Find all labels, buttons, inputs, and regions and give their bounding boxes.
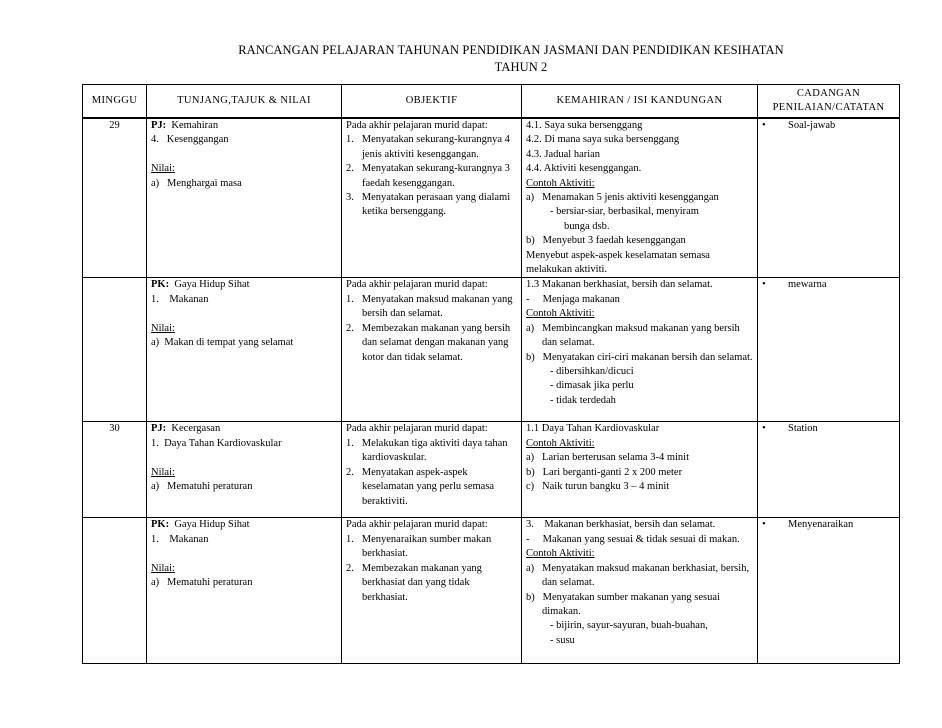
strand-tag: PK: xyxy=(151,519,170,531)
cell-objektif xyxy=(342,278,522,422)
activity-heading: Contoh Aktiviti: xyxy=(526,548,595,560)
cell-tunjang xyxy=(147,422,342,518)
nilai-label: Nilai: xyxy=(151,322,175,334)
activity-item: b) Lari berganti-ganti 2 x 200 meter xyxy=(526,466,683,478)
header-kemahiran: KEMAHIRAN / ISI KANDUNGAN xyxy=(522,85,758,119)
cell-minggu: 29 xyxy=(83,118,147,278)
cell-cadangan xyxy=(758,118,900,278)
activity-subitem: bunga dsb. xyxy=(564,220,610,232)
header-minggu: MINGGU xyxy=(83,85,147,119)
content-line: Menyebut aspek-aspek keselamatan semasa xyxy=(526,249,710,261)
cell-tunjang xyxy=(147,118,342,278)
strand-topic: Gaya Hidup Sihat xyxy=(174,279,250,291)
activity-subitem: - tidak terdedah xyxy=(550,394,616,406)
cell-kemahiran xyxy=(522,118,758,278)
nilai-text: Menghargai masa xyxy=(167,177,242,189)
topic-number: 1. xyxy=(151,437,159,449)
activity-item: a) Menamakan 5 jenis aktiviti kesenggangan xyxy=(526,192,719,204)
nilai-letter: a) xyxy=(151,177,160,189)
nilai-label: Nilai: xyxy=(151,163,175,175)
activity-item: a) Larian berterusan selama 3-4 minit xyxy=(526,452,689,464)
assessment-text: Station xyxy=(788,423,818,435)
objective-item: 3. Menyatakan perasaan yang dialami ketika bersenggang. xyxy=(346,192,511,218)
content-line: 1.3 Makanan berkhasiat, bersih dan selamat. xyxy=(526,279,713,291)
header-objektif: OBJEKTIF xyxy=(342,85,522,119)
title-line-1: RANCANGAN PELAJARAN TAHUNAN PENDIDIKAN JASMANI DAN PENDIDIKAN KESIHATAN xyxy=(238,43,784,57)
objective-item: 1. Melakukan tiga aktiviti daya tahan kardiovaskular. xyxy=(346,437,508,464)
activity-heading: Contoh Aktiviti: xyxy=(526,177,595,189)
activity-item: c) Naik turun bangku 3 – 4 minit xyxy=(526,481,670,493)
nilai-text: Makan di tempat yang selamat xyxy=(164,337,294,349)
title-line-2: TAHUN 2 xyxy=(494,60,548,74)
assessment-text: Soal-jawab xyxy=(788,120,836,131)
activity-item: a) Menyatakan maksud makanan berkhasiat, bersih, dan selamat. xyxy=(526,562,750,589)
topic-number: 1. xyxy=(151,293,159,305)
objective-item: 2. Menyatakan aspek-aspek keselamatan yang perlu semasa beraktiviti. xyxy=(346,466,495,507)
cell-minggu xyxy=(83,518,147,664)
bullet-icon: • xyxy=(762,519,766,531)
strand-tag: PJ: xyxy=(151,423,167,435)
content-line: 1.1 Daya Tahan Kardiovaskular xyxy=(526,423,660,435)
subtopic: Makanan xyxy=(169,293,209,305)
objective-item: 1. Menyenaraikan sumber makan berkhasiat. xyxy=(346,533,492,560)
objective-item: 2. Membezakan makanan yang berkhasiat dan yang tidak berkhasiat. xyxy=(346,562,482,603)
document-title xyxy=(0,42,942,76)
cell-objektif xyxy=(342,422,522,518)
cell-kemahiran xyxy=(522,278,758,422)
nilai-label: Nilai: xyxy=(151,466,175,478)
activity-subitem: - bersiar-siar, berbasikal, menyiram xyxy=(550,206,699,218)
strand-topic: Kemahiran xyxy=(171,120,219,131)
objective-item: 1. Menyatakan sekurang-kurangnya 4 jenis aktiviti kesenggangan. xyxy=(346,134,510,160)
table-header-row xyxy=(83,85,900,119)
nilai-letter: a) xyxy=(151,577,160,589)
objective-item: 2. Membezakan makanan yang bersih dan selamat dengan makanan yang kotor dan tidak selamat. xyxy=(346,322,511,363)
cell-tunjang xyxy=(147,518,342,664)
content-line: 4.1. Saya suka bersenggang xyxy=(526,120,643,131)
objective-item: 1. Menyatakan maksud makanan yang bersih dan selamat. xyxy=(346,293,513,320)
strand-topic: Gaya Hidup Sihat xyxy=(174,519,250,531)
nilai-text: Mematuhi peraturan xyxy=(167,481,253,493)
strand-tag: PJ: xyxy=(151,120,167,131)
cell-tunjang xyxy=(147,278,342,422)
table-row xyxy=(83,278,900,422)
objective-intro: Pada akhir pelajaran murid dapat: xyxy=(346,423,488,435)
header-cadangan-line1: CADANGAN xyxy=(796,87,861,99)
header-cadangan-line2: PENILAIAN/CATATAN xyxy=(772,102,885,113)
nilai-text: Mematuhi peraturan xyxy=(167,577,253,589)
table-row xyxy=(83,518,900,664)
activity-item: b) Menyebut 3 faedah kesenggangan xyxy=(526,235,686,247)
topic-number: 4. xyxy=(151,134,159,146)
header-tunjang: TUNJANG,TAJUK & NILAI xyxy=(147,85,342,119)
activity-heading: Contoh Aktiviti: xyxy=(526,308,595,320)
strand-topic: Kecergasan xyxy=(171,423,221,435)
assessment-text: Menyenaraikan xyxy=(788,519,854,531)
assessment-text: mewarna xyxy=(788,279,827,291)
cell-minggu xyxy=(83,278,147,422)
activity-item: a) Membincangkan maksud makanan yang bersih dan selamat. xyxy=(526,322,740,349)
content-line: melakukan aktiviti. xyxy=(526,264,608,276)
content-line: 4.3. Jadual harian xyxy=(526,148,601,160)
header-cadangan xyxy=(758,85,900,119)
subtopic: Daya Tahan Kardiovaskular xyxy=(164,437,282,449)
cell-minggu: 30 xyxy=(83,422,147,518)
activity-item: b) Menyatakan ciri-ciri makanan bersih dan selamat. xyxy=(526,351,753,363)
table-row xyxy=(83,118,900,278)
nilai-letter: a) xyxy=(151,481,160,493)
cell-kemahiran xyxy=(522,422,758,518)
activity-subitem: - dibersihkan/dicuci xyxy=(550,365,634,377)
content-line: 4.4. Aktiviti kesenggangan. xyxy=(526,163,642,175)
cell-cadangan xyxy=(758,422,900,518)
activity-heading: Contoh Aktiviti: xyxy=(526,437,595,449)
cell-kemahiran xyxy=(522,518,758,664)
bullet-icon: • xyxy=(762,120,766,131)
objective-intro: Pada akhir pelajaran murid dapat: xyxy=(346,120,488,131)
strand-tag: PK: xyxy=(151,279,170,291)
content-line: - Makanan yang sesuai & tidak sesuai di makan. xyxy=(526,533,740,545)
activity-item: b) Menyatakan sumber makanan yang sesuai dimakan. xyxy=(526,591,720,617)
cell-objektif xyxy=(342,118,522,278)
objective-item: 2. Menyatakan sekurang-kurangnya 3 faedah kesenggangan. xyxy=(346,163,510,189)
lesson-plan-table xyxy=(82,84,900,664)
content-line: - Menjaga makanan xyxy=(526,293,620,305)
activity-subitem: - dimasak jika perlu xyxy=(550,380,634,392)
activity-subitem: - susu xyxy=(550,634,575,646)
bullet-icon: • xyxy=(762,279,766,291)
content-line: 3. Makanan berkhasiat, bersih dan selamat. xyxy=(526,519,716,531)
nilai-label: Nilai: xyxy=(151,562,175,574)
subtopic: Makanan xyxy=(169,533,209,545)
activity-subitem: - bijirin, sayur-sayuran, buah-buahan, xyxy=(550,620,708,632)
cell-objektif xyxy=(342,518,522,664)
cell-cadangan xyxy=(758,278,900,422)
topic-number: 1. xyxy=(151,533,159,545)
bullet-icon: • xyxy=(762,423,766,435)
table-row xyxy=(83,422,900,518)
cell-cadangan xyxy=(758,518,900,664)
objective-intro: Pada akhir pelajaran murid dapat: xyxy=(346,519,488,531)
objective-intro: Pada akhir pelajaran murid dapat: xyxy=(346,279,488,291)
subtopic: Kesenggangan xyxy=(166,134,229,146)
content-line: 4.2. Di mana saya suka bersenggang xyxy=(526,134,680,146)
nilai-letter: a) xyxy=(151,337,160,349)
